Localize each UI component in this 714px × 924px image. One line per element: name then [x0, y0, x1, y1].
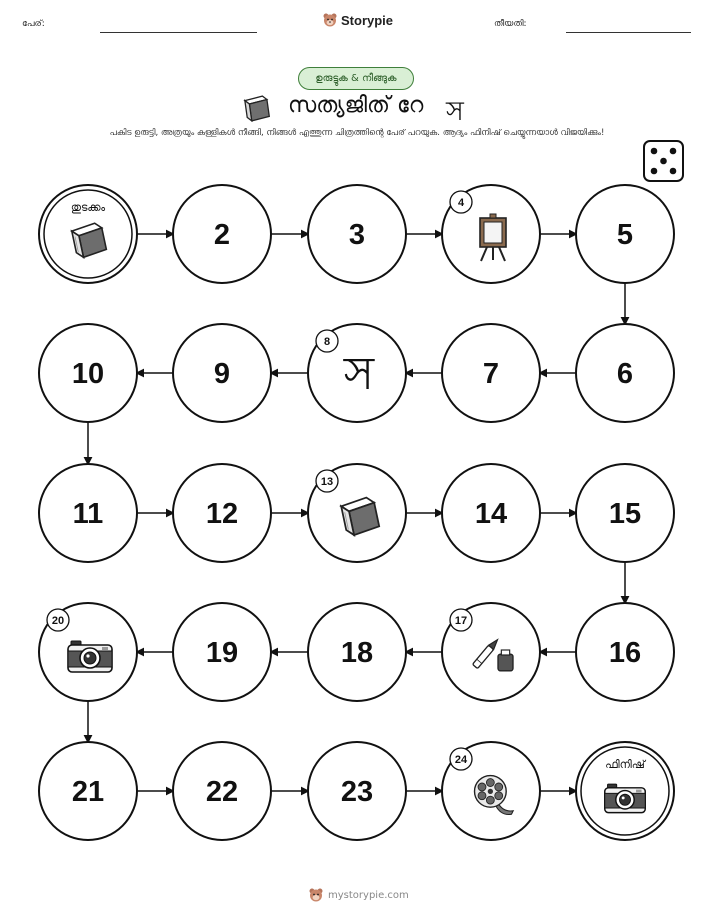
cell-number: 16 — [608, 637, 642, 669]
cell-number: 8 — [323, 336, 331, 348]
cell-number: 22 — [205, 776, 239, 808]
instructions: പകിട ഉരുട്ടി, അത്രയും കള്ളികൾ നീങ്ങി, നിങ്ങൾ എത്തുന്ന ചിത്രത്തിന്റെ പേര് പറയുക. ആദ്യം ഫിനിഷ് ചെയ്യുന്നയാൾ വിജയിക്കും! — [109, 128, 605, 138]
board-cell-11[interactable] — [39, 464, 137, 562]
cell-number: 7 — [482, 358, 500, 390]
cell-number: 14 — [474, 498, 508, 530]
cell-number: 2 — [213, 219, 231, 251]
board-cell-18[interactable] — [308, 603, 406, 701]
board-cell-5[interactable] — [576, 185, 674, 283]
cell-number: 19 — [205, 637, 239, 669]
board-cell-3[interactable] — [308, 185, 406, 283]
cell-number: 4 — [457, 197, 465, 209]
board-cell-7[interactable] — [442, 324, 540, 422]
board-cell-16[interactable] — [576, 603, 674, 701]
board-cell-9[interactable] — [173, 324, 271, 422]
cell-number: 6 — [616, 358, 634, 390]
start-label: തുടക്കം — [70, 201, 106, 214]
cell-number: 5 — [616, 219, 634, 251]
finish-label: ഫിനിഷ് — [605, 758, 645, 771]
cell-number: 13 — [320, 476, 334, 488]
brand-name: Storypie — [341, 12, 394, 28]
cell-number: 18 — [340, 637, 374, 669]
footer — [308, 887, 409, 903]
letter-glyph: স — [343, 346, 375, 400]
footer-url: mystorypie.com — [328, 889, 409, 901]
activity-badge: ഉരുട്ടുക & നീങ്ങുക — [298, 67, 414, 90]
cell-number: 23 — [340, 776, 374, 808]
board-cell-10[interactable] — [39, 324, 137, 422]
cell-number: 21 — [71, 776, 105, 808]
board-cell-20[interactable] — [39, 603, 137, 701]
title-letter: স — [446, 96, 464, 127]
board-cell-12[interactable] — [173, 464, 271, 562]
cell-number: 15 — [608, 498, 642, 530]
bear-mascot-icon — [308, 887, 324, 903]
board-cell-21[interactable] — [39, 742, 137, 840]
board-cells — [39, 185, 674, 840]
board-cell-25[interactable] — [576, 742, 674, 840]
date-label: തീയതി: — [494, 19, 527, 29]
cell-number: 12 — [205, 498, 239, 530]
cell-number: 11 — [72, 498, 104, 530]
easel-icon — [480, 214, 506, 261]
page-title: സത്യജിത് റേ — [288, 93, 424, 118]
dice-icon[interactable] — [644, 141, 683, 181]
board-cell-24[interactable] — [442, 742, 540, 840]
board-cell-22[interactable] — [173, 742, 271, 840]
cell-number: 24 — [454, 754, 468, 766]
name-label: പേര്: — [22, 19, 45, 29]
cell-number: 9 — [213, 358, 231, 390]
cell-number: 20 — [51, 615, 65, 627]
cell-number: 17 — [454, 615, 468, 627]
board-cell-19[interactable] — [173, 603, 271, 701]
board-cell-4[interactable] — [442, 185, 540, 283]
board-cell-17[interactable] — [442, 603, 540, 701]
cell-number: 3 — [348, 219, 366, 251]
camera-icon — [605, 784, 645, 813]
board-cell-2[interactable] — [173, 185, 271, 283]
board-cell-23[interactable] — [308, 742, 406, 840]
cell-number: 10 — [71, 358, 105, 390]
board-cell-14[interactable] — [442, 464, 540, 562]
board-cell-1[interactable] — [39, 185, 137, 283]
board-cell-15[interactable] — [576, 464, 674, 562]
board-cell-13[interactable] — [308, 464, 406, 562]
board-cell-8[interactable] — [308, 324, 406, 422]
camera-icon — [68, 641, 112, 672]
board-cell-6[interactable] — [576, 324, 674, 422]
